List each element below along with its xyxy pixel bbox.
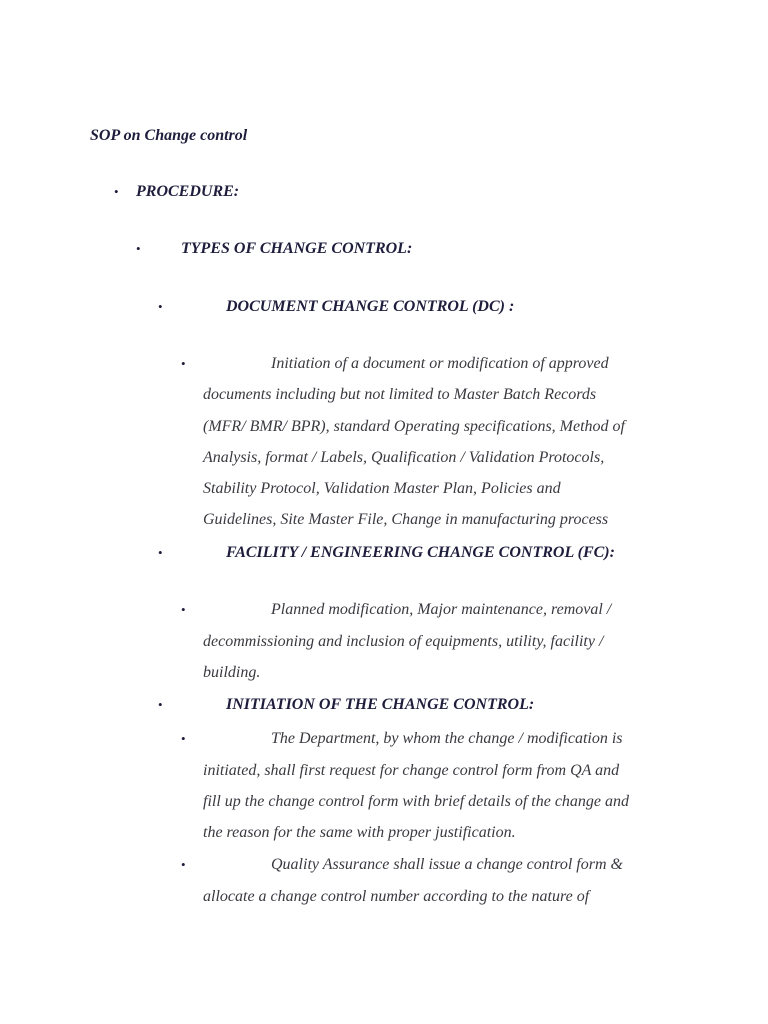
initiation-item1-line: the reason for the same with proper justification. bbox=[203, 824, 516, 841]
bullet-marker: • bbox=[181, 602, 186, 617]
fc-item-line: decommissioning and inclusion of equipments, utility, facility / bbox=[203, 633, 604, 650]
fc-item-line: building. bbox=[203, 664, 261, 681]
fc-item-line: Planned modification, Major maintenance, removal / bbox=[271, 601, 612, 618]
initiation-item1-line: The Department, by whom the change / modification is bbox=[271, 730, 623, 747]
document-title: SOP on Change control bbox=[90, 127, 248, 144]
initiation-item1-line: fill up the change control form with brief details of the change and bbox=[203, 793, 630, 810]
procedure-heading: PROCEDURE: bbox=[136, 183, 240, 200]
bullet-marker: • bbox=[181, 356, 186, 371]
initiation-item1-line: initiated, shall first request for change control form from QA and bbox=[203, 762, 620, 779]
initiation-heading: INITIATION OF THE CHANGE CONTROL: bbox=[226, 696, 535, 713]
dc-heading: DOCUMENT CHANGE CONTROL (DC) : bbox=[226, 298, 515, 315]
dc-item-line: (MFR/ BMR/ BPR), standard Operating specifications, Method of bbox=[203, 418, 625, 435]
dc-item-line: Initiation of a document or modification of approved bbox=[271, 355, 609, 372]
types-heading: TYPES OF CHANGE CONTROL: bbox=[181, 240, 413, 257]
initiation-item2-line: allocate a change control number according to the nature of bbox=[203, 888, 590, 905]
initiation-item2-line: Quality Assurance shall issue a change control form & bbox=[271, 856, 623, 873]
bullet-marker: • bbox=[136, 241, 141, 256]
dc-item-line: documents including but not limited to Master Batch Records bbox=[203, 386, 597, 403]
dc-item-line: Analysis, format / Labels, Qualification / Validation Protocols, bbox=[203, 449, 605, 466]
bullet-marker: • bbox=[158, 545, 163, 560]
fc-heading: FACILITY / ENGINEERING CHANGE CONTROL (FC): bbox=[226, 544, 615, 561]
bullet-marker: • bbox=[181, 857, 186, 872]
dc-item-line: Guidelines, Site Master File, Change in manufacturing process bbox=[203, 511, 609, 528]
bullet-marker: • bbox=[158, 299, 163, 314]
dc-item-line: Stability Protocol, Validation Master Plan, Policies and bbox=[203, 480, 561, 497]
bullet-marker: • bbox=[114, 184, 119, 199]
bullet-marker: • bbox=[181, 731, 186, 746]
bullet-marker: • bbox=[158, 697, 163, 712]
